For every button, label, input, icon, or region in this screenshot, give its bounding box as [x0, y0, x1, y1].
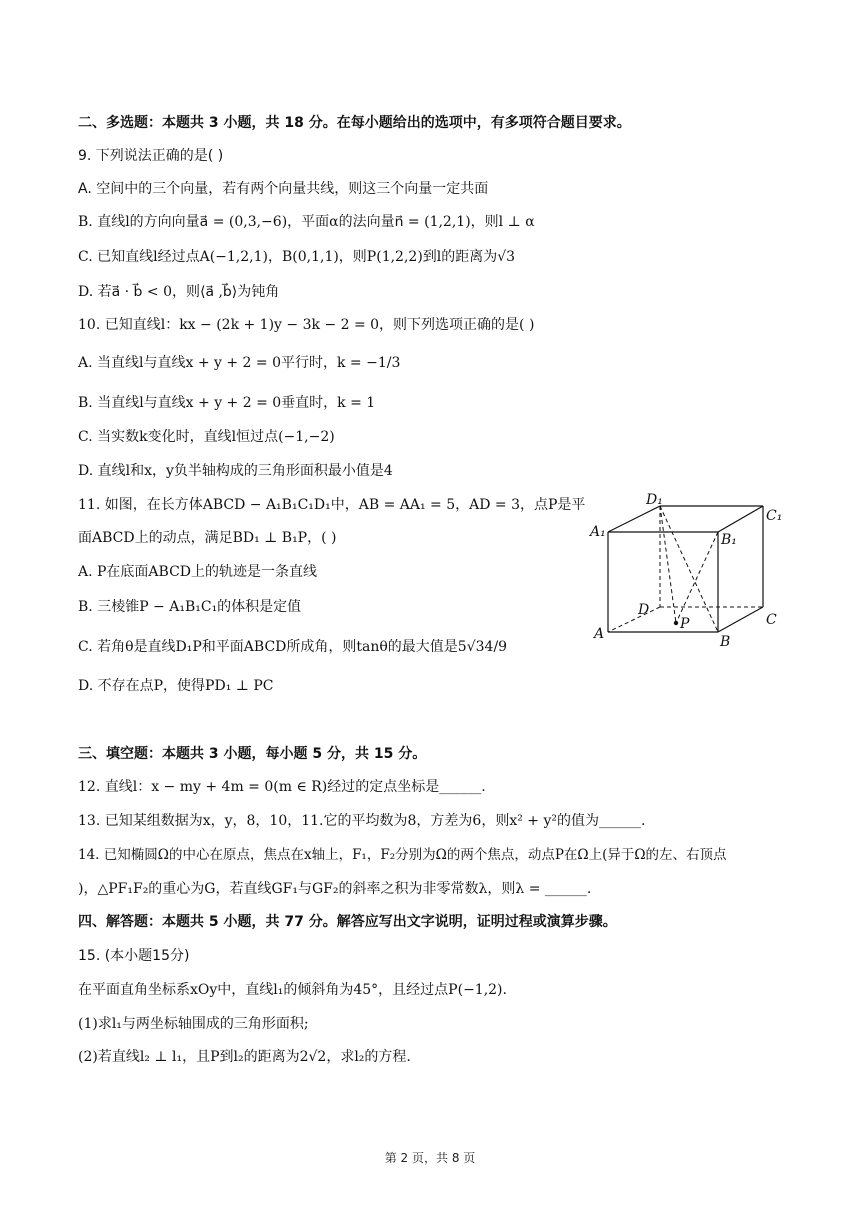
label-a1: A₁ — [590, 524, 606, 540]
section2-heading: 二、多选题：本题共 3 小题，共 18 分。在每小题给出的选项中，有多项符合题目要求。 — [78, 115, 631, 131]
q10-option-a: A. 当直线l与直线x + y + 2 = 0平行时，k = −1/3 — [78, 355, 401, 371]
q10-option-c: C. 当实数k变化时，直线l恒过点(−1,−2) — [78, 429, 335, 445]
q11-stem-line1: 11. 如图，在长方体ABCD − A₁B₁C₁D₁中，AB = AA₁ = 5，AD = 3，点P是平 — [78, 497, 586, 513]
page-footer: 第 2 页，共 8 页 — [384, 1151, 476, 1165]
q9-option-a: A. 空间中的三个向量，若有两个向量共线，则这三个向量一定共面 — [78, 181, 489, 197]
q12-text: 12. 直线l：x − my + 4m = 0(m ∈ R)经过的定点坐标是______. — [78, 779, 486, 795]
point-p-dot — [674, 621, 678, 625]
q10-stem: 10. 已知直线l：kx − (2k + 1)y − 3k − 2 = 0，则下列选项正确的是( ) — [78, 317, 535, 333]
q13-text: 13. 已知某组数据为x，y，8，10，11.它的平均数为8，方差为6，则x² + y²的值为______. — [78, 813, 646, 829]
label-a: A — [594, 626, 605, 642]
q10-option-d: D. 直线l和x，y负半轴构成的三角形面积最小值是4 — [78, 463, 393, 479]
q11-option-b: B. 三棱锥P − A₁B₁C₁的体积是定值 — [78, 599, 302, 615]
q14-text-line1: 14. 已知椭圆Ω的中心在原点，焦点在x轴上，F₁，F₂分别为Ω的两个焦点，动点P在Ω上(异于Ω的左、右顶点 — [78, 847, 727, 863]
label-d1: D₁ — [646, 492, 663, 508]
q9-option-b: B. 直线l的方向向量a⃗ = (0,3,−6)，平面α的法向量n⃗ = (1,2,1)，则l ⊥ α — [78, 214, 535, 230]
label-c1: C₁ — [766, 508, 783, 524]
section3-heading: 三、填空题：本题共 3 小题，每小题 5 分，共 15 分。 — [78, 746, 427, 762]
label-b1: B₁ — [721, 532, 737, 548]
label-c: C — [766, 612, 777, 628]
label-b: B — [720, 634, 731, 650]
label-p: P — [680, 616, 690, 632]
label-d: D — [638, 602, 650, 618]
q10-option-b: B. 当直线l与直线x + y + 2 = 0垂直时，k = 1 — [78, 395, 376, 411]
q9-stem: 9. 下列说法正确的是( ) — [78, 148, 224, 164]
q15-title: 15. (本小题15分) — [78, 948, 190, 964]
q11-option-d: D. 不存在点P，使得PD₁ ⊥ PC — [78, 678, 274, 694]
q9-option-d: D. 若a⃗ · b⃗ < 0，则⟨a⃗ ,b⃗⟩为钝角 — [78, 284, 280, 300]
section4-heading: 四、解答题：本题共 5 小题，共 77 分。解答应写出文字说明，证明过程或演算步骤。 — [78, 914, 617, 930]
q15-stem: 在平面直角坐标系xOy中，直线l₁的倾斜角为45°，且经过点P(−1,2). — [78, 982, 507, 998]
cuboid-figure — [588, 490, 788, 650]
q15-part1: (1)求l₁与两坐标轴围成的三角形面积; — [78, 1016, 309, 1032]
q15-part2: (2)若直线l₂ ⊥ l₁，且P到l₂的距离为2√2，求l₂的方程. — [78, 1049, 411, 1065]
q11-option-a: A. P在底面ABCD上的轨迹是一条直线 — [78, 564, 318, 580]
q11-option-c: C. 若角θ是直线D₁P和平面ABCD所成角，则tanθ的最大值是5√34/9 — [78, 639, 508, 655]
q9-option-c: C. 已知直线l经过点A(−1,2,1)，B(0,1,1)，则P(1,2,2)到l的距离为√3 — [78, 249, 516, 265]
q14-text-line2: )，△PF₁F₂的重心为G，若直线GF₁与GF₂的斜率之积为非零常数λ，则λ = ______. — [78, 881, 592, 897]
q11-stem-line2: 面ABCD上的动点，满足BD₁ ⊥ B₁P，( ) — [78, 530, 337, 546]
